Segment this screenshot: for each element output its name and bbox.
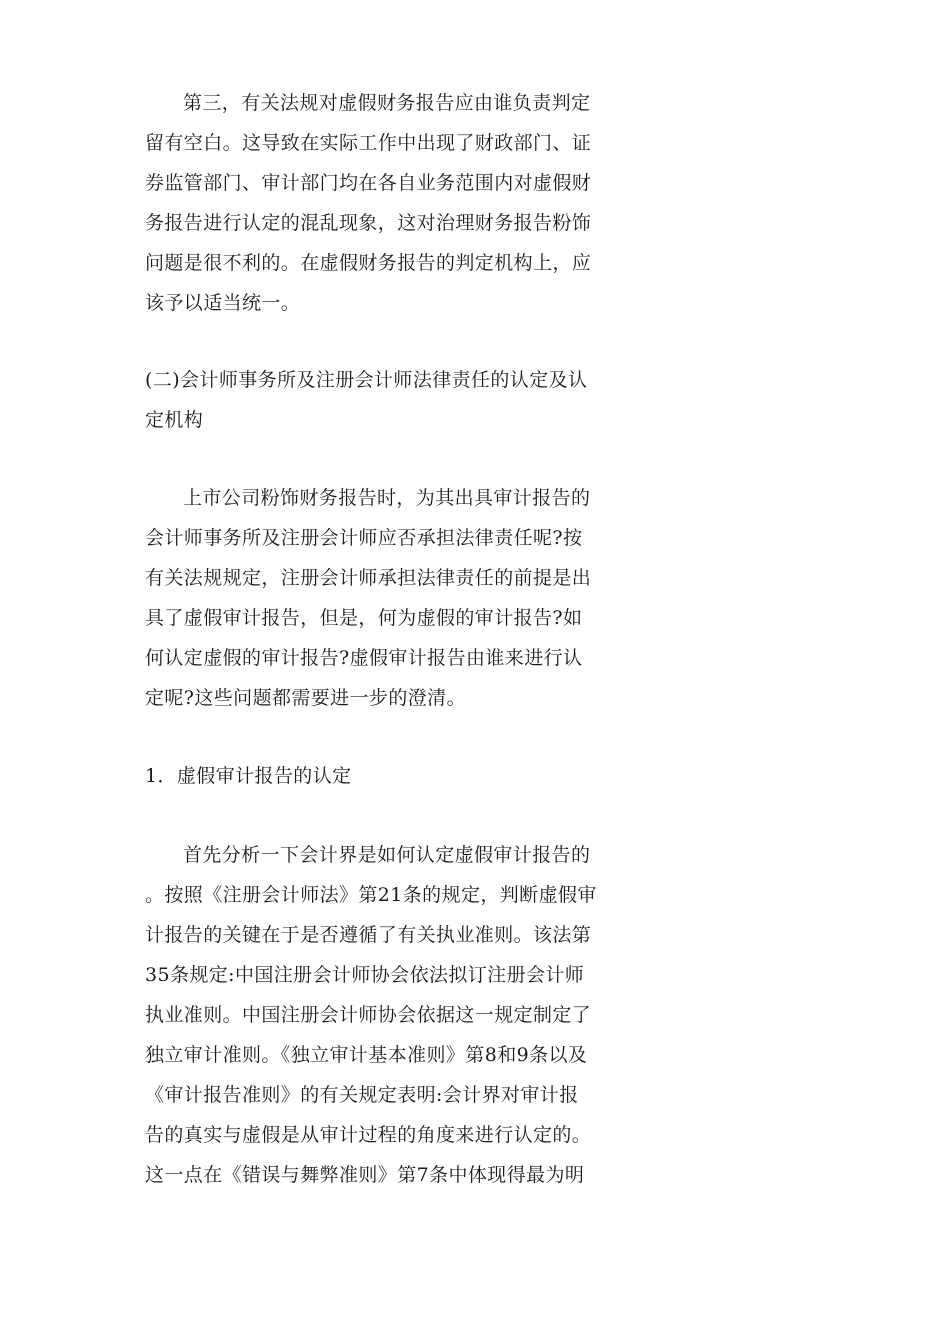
section-heading-line: 定机构 bbox=[145, 409, 204, 431]
paragraph-1-line: 券监管部门、审计部门均在各自业务范围内对虚假财 bbox=[145, 172, 592, 194]
paragraph-1-line: 该予以适当统一。 bbox=[145, 292, 301, 314]
paragraph-2-line: 有关法规规定，注册会计师承担法律责任的前提是出 bbox=[145, 567, 592, 589]
paragraph-3-line: 《审计报告准则》的有关规定表明:会计界对审计报 bbox=[145, 1084, 579, 1106]
subsection-heading: 1．虚假审计报告的认定 bbox=[145, 765, 352, 787]
paragraph-3-line: 执业准则。中国注册会计师协会依据这一规定制定了 bbox=[145, 1004, 592, 1026]
paragraph-3-line: 这一点在《错误与舞弊准则》第7条中体现得最为明 bbox=[145, 1164, 585, 1186]
paragraph-1-line: 务报告进行认定的混乱现象，这对治理财务报告粉饰 bbox=[145, 212, 592, 234]
paragraph-3-line: 。按照《注册会计师法》第21条的规定，判断虚假审 bbox=[145, 884, 597, 906]
paragraph-2-line: 具了虚假审计报告，但是，何为虚假的审计报告?如 bbox=[145, 607, 583, 629]
paragraph-2-line: 上市公司粉饰财务报告时，为其出具审计报告的 bbox=[183, 487, 591, 509]
paragraph-1-line: 第三，有关法规对虚假财务报告应由谁负责判定 bbox=[183, 92, 591, 114]
paragraph-3-line: 首先分析一下会计界是如何认定虚假审计报告的 bbox=[183, 844, 591, 866]
paragraph-1-line: 问题是很不利的。在虚假财务报告的判定机构上，应 bbox=[145, 252, 592, 274]
paragraph-3-line: 计报告的关键在于是否遵循了有关执业准则。该法第 bbox=[145, 924, 592, 946]
paragraph-3-line: 35条规定:中国注册会计师协会依法拟订注册会计师 bbox=[145, 964, 585, 986]
paragraph-1-line: 留有空白。这导致在实际工作中出现了财政部门、证 bbox=[145, 132, 592, 154]
paragraph-2-line: 定呢?这些问题都需要进一步的澄清。 bbox=[145, 687, 466, 709]
paragraph-3-line: 独立审计准则。《独立审计基本准则》第8和9条以及 bbox=[145, 1044, 588, 1066]
paragraph-2-line: 会计师事务所及注册会计师应否承担法律责任呢?按 bbox=[145, 527, 583, 549]
paragraph-2-line: 何认定虚假的审计报告?虚假审计报告由谁来进行认 bbox=[145, 647, 583, 669]
section-heading-line: (二)会计师事务所及注册会计师法律责任的认定及认 bbox=[145, 369, 588, 391]
paragraph-3-line: 告的真实与虚假是从审计过程的角度来进行认定的。 bbox=[145, 1124, 592, 1146]
